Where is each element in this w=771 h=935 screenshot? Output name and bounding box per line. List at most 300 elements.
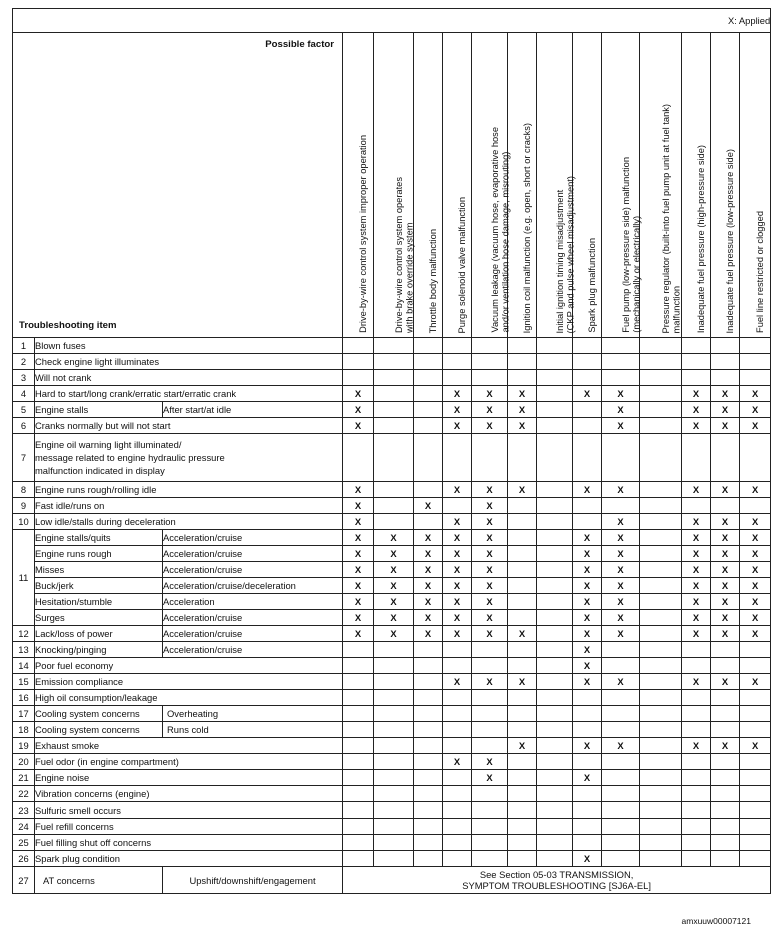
empty-cell	[374, 354, 414, 370]
empty-cell	[374, 434, 414, 482]
applied-mark: X	[602, 386, 640, 402]
applied-mark: X	[374, 530, 414, 546]
table-row	[13, 370, 771, 386]
applied-mark: X	[472, 770, 508, 786]
empty-cell	[374, 402, 414, 418]
empty-cell	[640, 498, 682, 514]
applied-mark: X	[374, 562, 414, 578]
empty-cell	[414, 354, 443, 370]
empty-cell	[711, 770, 740, 786]
applied-mark: X	[343, 626, 374, 642]
empty-cell	[374, 674, 414, 690]
applied-mark: X	[573, 851, 602, 867]
table-row	[13, 562, 771, 578]
applied-mark: X	[472, 754, 508, 770]
applied-mark: X	[711, 386, 740, 402]
empty-cell	[682, 690, 711, 706]
table-row	[13, 482, 771, 498]
applied-mark: X	[443, 402, 472, 418]
empty-cell	[508, 546, 537, 562]
applied-mark: X	[443, 626, 472, 642]
empty-cell	[414, 786, 443, 802]
empty-cell	[537, 498, 573, 514]
empty-cell	[414, 338, 443, 354]
empty-cell	[374, 482, 414, 498]
empty-cell	[508, 338, 537, 354]
empty-cell	[374, 706, 414, 722]
empty-cell	[374, 754, 414, 770]
row-item: Hesitation/stumble	[35, 594, 163, 610]
row-item: Lack/loss of power	[35, 626, 163, 642]
empty-cell	[343, 754, 374, 770]
empty-cell	[472, 354, 508, 370]
applied-mark: X	[682, 514, 711, 530]
empty-cell	[508, 770, 537, 786]
table-row	[13, 594, 771, 610]
empty-cell	[374, 338, 414, 354]
table-row	[13, 530, 771, 546]
see-section-note: See Section 05-03 TRANSMISSION, SYMPTOM TROUBLESHOOTING [SJ6A-EL]	[343, 867, 771, 894]
applied-mark: X	[472, 594, 508, 610]
row-number: 8	[13, 482, 35, 498]
applied-mark: X	[414, 610, 443, 626]
empty-cell	[443, 690, 472, 706]
empty-cell	[573, 706, 602, 722]
row-item: High oil consumption/leakage	[35, 690, 343, 706]
empty-cell	[508, 706, 537, 722]
empty-cell	[343, 706, 374, 722]
applied-mark: X	[740, 418, 771, 434]
applied-mark: X	[682, 482, 711, 498]
empty-cell	[443, 786, 472, 802]
empty-cell	[537, 658, 573, 674]
empty-cell	[711, 434, 740, 482]
empty-cell	[508, 354, 537, 370]
empty-cell	[472, 434, 508, 482]
applied-mark: X	[414, 578, 443, 594]
empty-cell	[508, 786, 537, 802]
applied-mark: X	[573, 674, 602, 690]
applied-mark: X	[374, 626, 414, 642]
table-row	[13, 819, 771, 835]
empty-cell	[640, 562, 682, 578]
factor-header-10	[640, 33, 682, 338]
applied-mark: X	[711, 594, 740, 610]
empty-cell	[414, 770, 443, 786]
row-item: Check engine light illuminates	[35, 354, 343, 370]
row-item: Fast idle/runs on	[35, 498, 343, 514]
empty-cell	[414, 370, 443, 386]
empty-cell	[343, 770, 374, 786]
empty-cell	[602, 658, 640, 674]
row-item: Engine noise	[35, 770, 343, 786]
empty-cell	[374, 738, 414, 754]
factor-header-9	[602, 33, 640, 338]
empty-cell	[472, 706, 508, 722]
empty-cell	[740, 690, 771, 706]
empty-cell	[414, 482, 443, 498]
empty-cell	[537, 402, 573, 418]
factor-label: Ignition coil malfunction (e.g. open, short or cracks)	[522, 122, 532, 333]
applied-mark: X	[443, 386, 472, 402]
empty-cell	[602, 770, 640, 786]
row-item: Fuel refill concerns	[35, 819, 343, 835]
applied-mark: X	[472, 514, 508, 530]
empty-cell	[711, 802, 740, 819]
empty-cell	[443, 835, 472, 851]
legend-applied: X: Applied	[13, 9, 771, 33]
empty-cell	[343, 738, 374, 754]
row-item: Cooling system concerns	[35, 722, 163, 738]
empty-cell	[414, 386, 443, 402]
row-condition: Acceleration	[163, 594, 343, 610]
empty-cell	[640, 610, 682, 626]
empty-cell	[414, 754, 443, 770]
applied-mark: X	[414, 530, 443, 546]
row-item: Sulfuric smell occurs	[35, 802, 343, 819]
applied-mark: X	[740, 546, 771, 562]
applied-mark: X	[602, 562, 640, 578]
applied-mark: X	[711, 482, 740, 498]
empty-cell	[443, 642, 472, 658]
empty-cell	[537, 562, 573, 578]
row-number: 4	[13, 386, 35, 402]
empty-cell	[472, 851, 508, 867]
empty-cell	[573, 835, 602, 851]
empty-cell	[711, 338, 740, 354]
empty-cell	[682, 338, 711, 354]
table-row	[13, 434, 771, 482]
empty-cell	[414, 851, 443, 867]
applied-mark: X	[682, 738, 711, 754]
empty-cell	[443, 658, 472, 674]
empty-cell	[374, 722, 414, 738]
applied-mark: X	[443, 514, 472, 530]
empty-cell	[740, 658, 771, 674]
empty-cell	[640, 802, 682, 819]
empty-cell	[682, 370, 711, 386]
applied-mark: X	[374, 610, 414, 626]
factor-label: Inadequate fuel pressure (low-pressure side)	[725, 148, 735, 333]
factor-label: Pressure regulator (built-into fuel pump unit at fuel tank) malfunction	[660, 103, 681, 333]
applied-mark: X	[740, 530, 771, 546]
empty-cell	[414, 722, 443, 738]
applied-mark: X	[472, 386, 508, 402]
table-row	[13, 626, 771, 642]
empty-cell	[414, 819, 443, 835]
factor-header-7	[537, 33, 573, 338]
empty-cell	[740, 722, 771, 738]
empty-cell	[711, 754, 740, 770]
factor-label: Fuel line restricted or clogged	[755, 211, 766, 333]
empty-cell	[640, 418, 682, 434]
row-item: Fuel filling shut off concerns	[35, 835, 343, 851]
factor-header-11	[682, 33, 711, 338]
empty-cell	[573, 819, 602, 835]
empty-cell	[640, 770, 682, 786]
row-item: Knocking/pinging	[35, 642, 163, 658]
table-row	[13, 738, 771, 754]
applied-mark: X	[711, 562, 740, 578]
empty-cell	[537, 722, 573, 738]
empty-cell	[374, 386, 414, 402]
factor-label: Fuel pump (low-pressure side) malfunction (mechanically or electrically)	[620, 157, 641, 333]
empty-cell	[640, 338, 682, 354]
factor-label: Drive-by-wire control system operates with brake override system	[393, 176, 414, 333]
row-number: 11	[13, 530, 35, 626]
empty-cell	[508, 754, 537, 770]
empty-cell	[740, 835, 771, 851]
factor-header-3	[414, 33, 443, 338]
empty-cell	[508, 514, 537, 530]
applied-mark: X	[740, 386, 771, 402]
empty-cell	[640, 402, 682, 418]
empty-cell	[374, 690, 414, 706]
factor-header-12	[711, 33, 740, 338]
empty-cell	[602, 642, 640, 658]
empty-cell	[472, 338, 508, 354]
empty-cell	[537, 738, 573, 754]
empty-cell	[343, 370, 374, 386]
row-condition: Acceleration/cruise	[163, 626, 343, 642]
row-condition: Upshift/downshift/engagement	[163, 867, 343, 894]
empty-cell	[682, 354, 711, 370]
applied-mark: X	[472, 530, 508, 546]
applied-mark: X	[414, 546, 443, 562]
empty-cell	[472, 658, 508, 674]
empty-cell	[508, 802, 537, 819]
empty-cell	[573, 754, 602, 770]
row-number: 24	[13, 819, 35, 835]
empty-cell	[537, 418, 573, 434]
empty-cell	[573, 786, 602, 802]
applied-mark: X	[602, 626, 640, 642]
reference-code: amxuuw00007121	[681, 916, 751, 926]
applied-mark: X	[602, 674, 640, 690]
empty-cell	[508, 530, 537, 546]
empty-cell	[443, 722, 472, 738]
row-item: AT concerns	[35, 867, 163, 894]
empty-cell	[740, 786, 771, 802]
row-item: Hard to start/long crank/erratic start/erratic crank	[35, 386, 343, 402]
empty-cell	[602, 690, 640, 706]
row-item: Blown fuses	[35, 338, 343, 354]
empty-cell	[537, 851, 573, 867]
row-number: 7	[13, 434, 35, 482]
empty-cell	[343, 642, 374, 658]
empty-cell	[343, 354, 374, 370]
empty-cell	[682, 754, 711, 770]
applied-mark: X	[472, 578, 508, 594]
applied-mark: X	[472, 674, 508, 690]
table-row	[13, 610, 771, 626]
empty-cell	[508, 690, 537, 706]
empty-cell	[711, 690, 740, 706]
empty-cell	[508, 722, 537, 738]
empty-cell	[640, 754, 682, 770]
row-item: Engine runs rough/rolling idle	[35, 482, 343, 498]
applied-mark: X	[602, 546, 640, 562]
applied-mark: X	[573, 610, 602, 626]
empty-cell	[602, 819, 640, 835]
table-row	[13, 642, 771, 658]
applied-mark: X	[443, 546, 472, 562]
applied-mark: X	[443, 578, 472, 594]
empty-cell	[573, 802, 602, 819]
applied-mark: X	[508, 386, 537, 402]
empty-cell	[443, 338, 472, 354]
table-row	[13, 354, 771, 370]
empty-cell	[537, 770, 573, 786]
factor-label: Drive-by-wire control system improper operation	[358, 135, 368, 333]
applied-mark: X	[573, 642, 602, 658]
applied-mark: X	[711, 738, 740, 754]
applied-mark: X	[682, 562, 711, 578]
empty-cell	[740, 370, 771, 386]
empty-cell	[537, 546, 573, 562]
empty-cell	[640, 370, 682, 386]
empty-cell	[682, 835, 711, 851]
applied-mark: X	[711, 530, 740, 546]
empty-cell	[343, 658, 374, 674]
applied-mark: X	[573, 594, 602, 610]
applied-mark: X	[374, 594, 414, 610]
row-number: 3	[13, 370, 35, 386]
factor-header-13	[740, 33, 771, 338]
empty-cell	[602, 851, 640, 867]
applied-mark: X	[343, 530, 374, 546]
applied-mark: X	[740, 402, 771, 418]
factor-label: Initial ignition timing misadjustment (CKP and pulse wheel misadjustment)	[554, 175, 575, 333]
empty-cell	[374, 770, 414, 786]
empty-cell	[443, 802, 472, 819]
applied-mark: X	[682, 546, 711, 562]
empty-cell	[472, 835, 508, 851]
empty-cell	[640, 482, 682, 498]
row-number: 5	[13, 402, 35, 418]
applied-mark: X	[711, 610, 740, 626]
empty-cell	[508, 370, 537, 386]
empty-cell	[374, 835, 414, 851]
applied-mark: X	[472, 418, 508, 434]
row-item: Low idle/stalls during deceleration	[35, 514, 343, 530]
empty-cell	[682, 642, 711, 658]
row-item: Cranks normally but will not start	[35, 418, 343, 434]
table-row	[13, 706, 771, 722]
applied-mark: X	[508, 738, 537, 754]
applied-mark: X	[343, 546, 374, 562]
empty-cell	[472, 819, 508, 835]
troubleshooting-table-container	[12, 8, 771, 894]
empty-cell	[374, 418, 414, 434]
empty-cell	[537, 690, 573, 706]
empty-cell	[537, 706, 573, 722]
applied-mark: X	[602, 610, 640, 626]
empty-cell	[374, 514, 414, 530]
empty-cell	[472, 786, 508, 802]
empty-cell	[711, 851, 740, 867]
empty-cell	[711, 498, 740, 514]
table-row	[13, 402, 771, 418]
empty-cell	[537, 386, 573, 402]
empty-cell	[537, 370, 573, 386]
applied-mark: X	[508, 402, 537, 418]
empty-cell	[537, 835, 573, 851]
applied-mark: X	[472, 402, 508, 418]
empty-cell	[537, 578, 573, 594]
applied-mark: X	[573, 578, 602, 594]
table-row	[13, 770, 771, 786]
applied-mark: X	[711, 674, 740, 690]
empty-cell	[682, 722, 711, 738]
empty-cell	[374, 370, 414, 386]
empty-cell	[640, 514, 682, 530]
empty-cell	[740, 802, 771, 819]
empty-cell	[414, 802, 443, 819]
empty-cell	[414, 402, 443, 418]
table-row	[13, 498, 771, 514]
row-number: 13	[13, 642, 35, 658]
empty-cell	[573, 418, 602, 434]
row-number: 25	[13, 835, 35, 851]
empty-cell	[414, 514, 443, 530]
row-item: Engine stalls	[35, 402, 163, 418]
empty-cell	[443, 706, 472, 722]
empty-cell	[682, 770, 711, 786]
empty-cell	[374, 498, 414, 514]
empty-cell	[508, 610, 537, 626]
row-item: Emission compliance	[35, 674, 343, 690]
empty-cell	[414, 835, 443, 851]
empty-cell	[711, 786, 740, 802]
row-condition: Overheating	[163, 706, 343, 722]
empty-cell	[414, 418, 443, 434]
factor-header-2	[374, 33, 414, 338]
row-item: Engine stalls/quits	[35, 530, 163, 546]
applied-mark: X	[573, 562, 602, 578]
row-item: Surges	[35, 610, 163, 626]
empty-cell	[537, 594, 573, 610]
applied-mark: X	[602, 578, 640, 594]
empty-cell	[343, 819, 374, 835]
empty-cell	[711, 658, 740, 674]
row-number: 17	[13, 706, 35, 722]
empty-cell	[640, 706, 682, 722]
empty-cell	[682, 802, 711, 819]
applied-mark: X	[343, 482, 374, 498]
applied-mark: X	[374, 578, 414, 594]
table-row	[13, 802, 771, 819]
table-row	[13, 386, 771, 402]
empty-cell	[640, 658, 682, 674]
applied-mark: X	[443, 674, 472, 690]
empty-cell	[508, 642, 537, 658]
applied-mark: X	[343, 402, 374, 418]
empty-cell	[374, 819, 414, 835]
empty-cell	[640, 386, 682, 402]
empty-cell	[602, 354, 640, 370]
applied-mark: X	[711, 514, 740, 530]
row-number: 12	[13, 626, 35, 642]
empty-cell	[602, 802, 640, 819]
table-row	[13, 867, 771, 894]
row-number: 16	[13, 690, 35, 706]
applied-mark: X	[682, 594, 711, 610]
empty-cell	[640, 642, 682, 658]
empty-cell	[640, 738, 682, 754]
empty-cell	[508, 498, 537, 514]
row-condition: Acceleration/cruise	[163, 530, 343, 546]
